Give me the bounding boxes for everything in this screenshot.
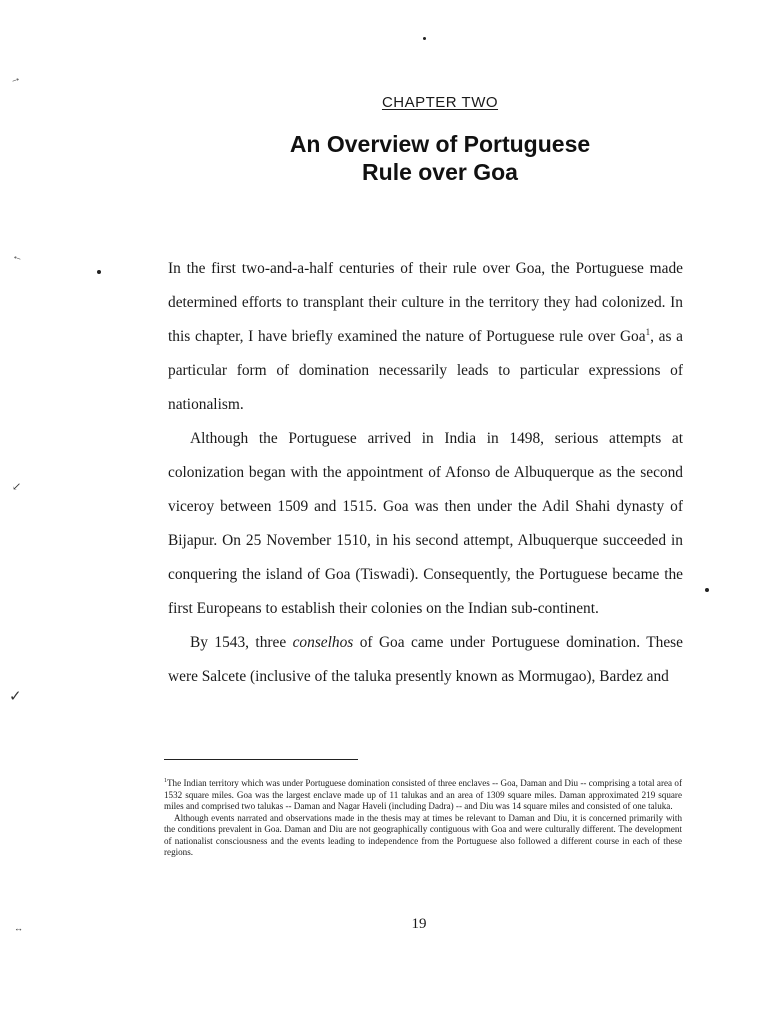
scan-speck: [423, 37, 426, 40]
footnote: $^1$The Indian territory which was under Portuguese domination consisted of three enclaves -- Goa, Daman and Diu -- comprising a total area of 1532 square miles. Goa was the largest enclave made up of 11 talukas and an area of 1309 square miles. Daman approximated 219 square miles and comprised two talukas -- Daman and Nagar Haveli (including Dadra) -- and Diu was 14 square miles and consisted of one taluka.: [164, 778, 682, 812]
footnotes: [164, 776, 682, 859]
paragraph: In the first two-and-a-half centuries of their rule over Goa, the Portuguese made determined efforts to transplant their culture in the territory they had colonized. In this chapter, I have briefly examined the nature of Portuguese rule over Goa$^1$, as a particular form of domination necessarily leads to particular expressions of nationalism.: [168, 260, 683, 413]
margin-check-mark: ✓: [9, 689, 22, 705]
footnote-reference[interactable]: 1: [645, 326, 651, 337]
footnote-separator: [164, 759, 358, 760]
margin-tick-mark: ↙: [12, 481, 22, 493]
paragraph: By 1543, three conselhos of Goa came under Portuguese domination. These were Salcete (inclusive of the taluka presently known as Mormugao), Bardez and: [168, 634, 683, 685]
italic-term: conselhos: [292, 634, 354, 651]
margin-tick-mark: ←: [10, 249, 25, 265]
margin-tick-mark: ↔: [14, 923, 23, 933]
paragraph: Although the Portuguese arrived in India in 1498, serious attempts at colonization began with the appointment of Afonso de Albuquerque as the second viceroy between 1509 and 1515. Goa was then under the Adil Shahi dynasty of Bijapur. On 25 November 1510, in his second attempt, Albuquerque succeeded in conquering the island of Goa (Tiswadi). Consequently, the Portuguese became the first Europeans to establish their colonies on the Indian sub-continent.: [168, 430, 683, 617]
scan-speck: [705, 588, 709, 592]
margin-tick-mark: →: [8, 71, 23, 87]
page-number: 19: [411, 916, 427, 932]
footnote-marker: 1: [164, 778, 167, 784]
footnote-continuation: Although events narrated and observations made in the thesis may at times be relevant to Daman and Diu, it is concerned primarily with the conditions prevalent in Goa. Daman and Diu are not geographically contiguous with Goa and were culturally different. The development of nationalist consciousness and the events leading to independence from the Portuguese also followed a different course in each of these regions.: [164, 812, 682, 858]
scan-speck: [97, 270, 101, 274]
chapter-title-line-1: An Overview of Portuguese: [289, 131, 591, 157]
chapter-title: [0, 130, 768, 186]
chapter-title-line-2: Rule over Goa: [362, 159, 518, 185]
body-text: [168, 252, 683, 694]
chapter-label: CHAPTER TWO: [381, 94, 499, 111]
